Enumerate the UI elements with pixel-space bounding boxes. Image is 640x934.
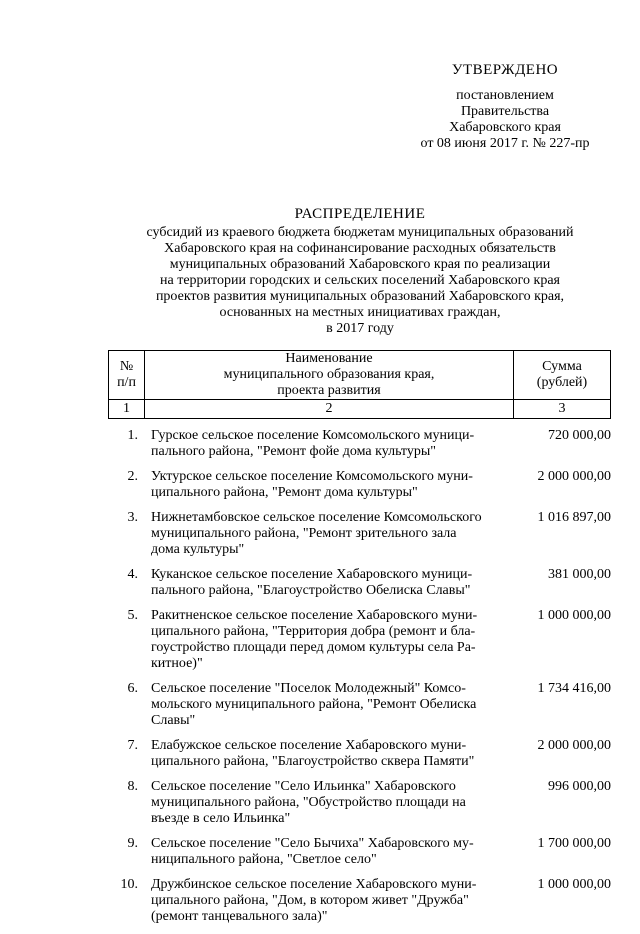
approved-label: УТВЕРЖДЕНО (451, 62, 559, 78)
row-sum: 1 700 000,00 (537, 836, 611, 851)
row-name (151, 428, 503, 460)
header-sum: Сумма (рублей) (514, 351, 611, 400)
row-name-line: въезде в село Ильинка" (151, 811, 291, 826)
row-sum: 996 000,00 (548, 779, 611, 794)
row-name-line: ципального района, "Ремонт дома культуры" (151, 485, 418, 500)
table-row (108, 510, 611, 558)
title-line: в 2017 году (326, 321, 394, 336)
table-header (108, 350, 611, 419)
row-number: 10. (120, 877, 138, 892)
row-number: 1. (127, 428, 138, 443)
row-name-line: (ремонт танцевального зала)" (151, 909, 328, 924)
row-name-line: Сельское поселение "Поселок Молодежный" Комсо- (151, 681, 466, 696)
column-number: 2 (145, 400, 514, 419)
row-name (151, 608, 503, 672)
row-name-line: мольского муниципального района, "Ремонт Обелиска (151, 697, 477, 712)
row-name-line: ципального района, "Благоустройство сквера Памяти" (151, 754, 475, 769)
row-name-line: муниципального района, "Обустройство площади на (151, 795, 466, 810)
approval-date: от 08 июня 2017 г. № 227-пр (420, 136, 590, 151)
table-row (108, 681, 611, 729)
table-row (108, 567, 611, 599)
row-name (151, 510, 503, 558)
row-name-line: муниципального района, "Ремонт зрительного зала (151, 526, 457, 541)
table-row (108, 428, 611, 460)
header-num: № п/п (109, 351, 145, 400)
row-name (151, 681, 503, 729)
row-name-line: китное)" (151, 656, 203, 671)
row-name (151, 738, 503, 770)
approval-stamp (400, 62, 610, 152)
title-line: проектов развития муниципальных образований Хабаровского края, (155, 289, 565, 304)
row-name-line: Сельское поселение "Село Бычиха" Хабаровского му- (151, 836, 474, 851)
row-name (151, 779, 503, 827)
row-number: 7. (127, 738, 138, 753)
row-name-line: пального района, "Ремонт фойе дома культуры" (151, 444, 436, 459)
table-row (108, 608, 611, 672)
row-sum: 1 000 000,00 (537, 608, 611, 623)
row-name-line: дома культуры" (151, 542, 245, 557)
row-sum: 720 000,00 (548, 428, 611, 443)
row-number: 2. (127, 469, 138, 484)
row-name-line: пального района, "Благоустройство Обелиска Славы" (151, 583, 471, 598)
row-name-line: Нижнетамбовское сельское поселение Комсомольского (151, 510, 482, 525)
document-title (110, 206, 610, 337)
title-line: на территории городских и сельских поселений Хабаровского края (160, 273, 560, 288)
row-name-line: ниципального района, "Светлое село" (151, 852, 377, 867)
row-name-line: ципального района, "Территория добра (ремонт и бла- (151, 624, 476, 639)
table-row (108, 738, 611, 770)
row-name-line: Ракитненское сельское поселение Хабаровского муни- (151, 608, 478, 623)
row-name-line: Славы" (151, 713, 196, 728)
row-name-line: Уктурское сельское поселение Комсомольского муни- (151, 469, 473, 484)
row-name-line: Гурское сельское поселение Комсомольского муници- (151, 428, 475, 443)
row-number: 3. (127, 510, 138, 525)
row-name (151, 567, 503, 599)
row-name-line: гоустройство площади перед домом культуры села Ра- (151, 640, 476, 655)
column-number: 3 (514, 400, 611, 419)
row-number: 5. (127, 608, 138, 623)
table-row (108, 779, 611, 827)
title-heading: РАСПРЕДЕЛЕНИЕ (294, 206, 426, 222)
title-line: Хабаровского края на софинансирование расходных обязательств (164, 241, 556, 256)
title-line: основанных на местных инициативах граждан, (219, 305, 501, 320)
header-name: Наименование муниципального образования края, проекта развития (145, 351, 514, 400)
row-sum: 381 000,00 (548, 567, 611, 582)
table-body (108, 428, 611, 934)
table-row (108, 836, 611, 868)
row-name-line: Дружбинское сельское поселение Хабаровского муни- (151, 877, 477, 892)
row-name-line: Куканское сельское поселение Хабаровского муници- (151, 567, 473, 582)
row-number: 6. (127, 681, 138, 696)
row-name-line: Елабужское сельское поселение Хабаровского муни- (151, 738, 467, 753)
row-sum: 2 000 000,00 (537, 738, 611, 753)
approval-line: постановлением (456, 88, 554, 103)
title-line: муниципальных образований Хабаровского края по реализации (169, 257, 551, 272)
row-name (151, 836, 503, 868)
approval-line: Правительства (460, 104, 550, 119)
title-line: субсидий из краевого бюджета бюджетам муниципальных образований (146, 225, 574, 240)
column-number: 1 (109, 400, 145, 419)
row-sum: 1 016 897,00 (537, 510, 611, 525)
row-name-line: ципального района, "Дом, в котором живет "Дружба" (151, 893, 469, 908)
row-name (151, 469, 503, 501)
row-name (151, 877, 503, 925)
row-number: 8. (127, 779, 138, 794)
table-row (108, 469, 611, 501)
row-sum: 2 000 000,00 (537, 469, 611, 484)
row-sum: 1 734 416,00 (537, 681, 611, 696)
table-row (108, 877, 611, 925)
row-number: 9. (127, 836, 138, 851)
approval-line: Хабаровского края (449, 120, 561, 135)
row-name-line: Сельское поселение "Село Ильинка" Хабаровского (151, 779, 456, 794)
row-number: 4. (127, 567, 138, 582)
row-sum: 1 000 000,00 (537, 877, 611, 892)
